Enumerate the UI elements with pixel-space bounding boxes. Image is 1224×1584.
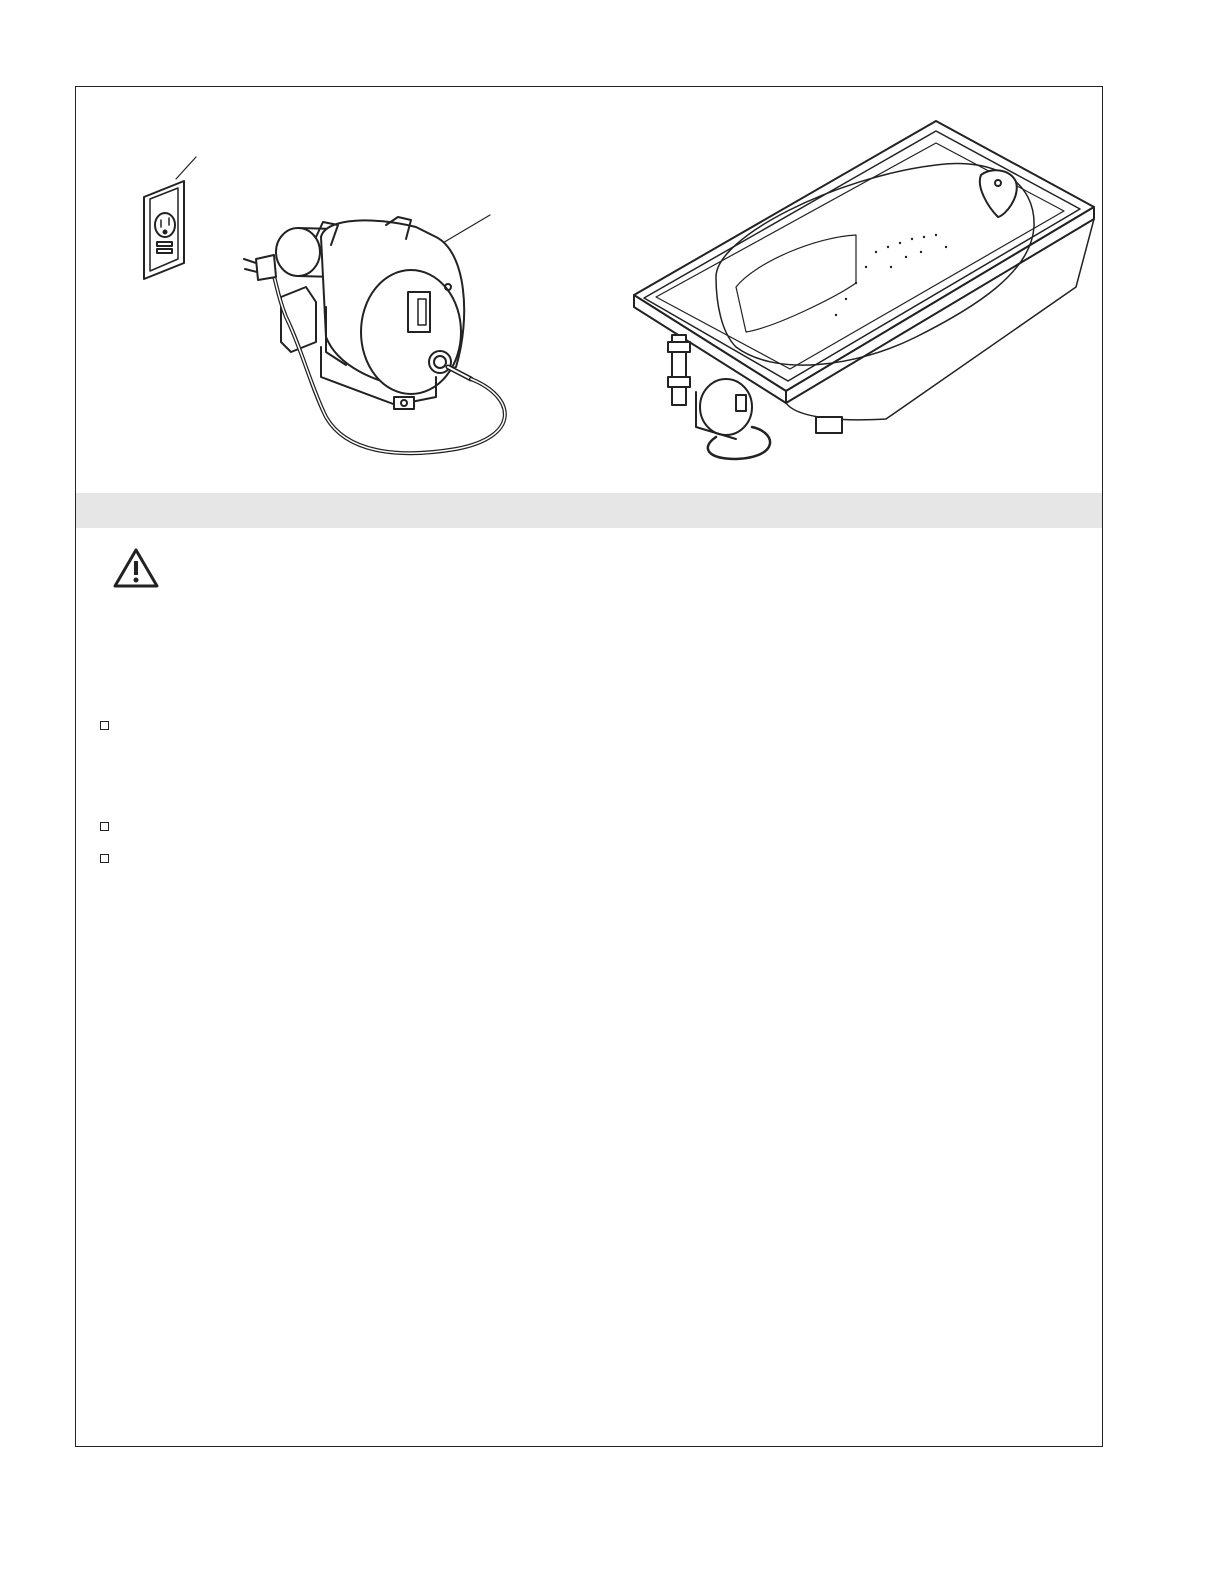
page-frame <box>75 86 1103 1447</box>
checklist-checkbox[interactable] <box>100 822 109 831</box>
bathtub-illustration <box>634 121 1094 459</box>
section-header-band <box>76 493 1102 528</box>
checklist-checkbox[interactable] <box>100 721 109 730</box>
illustrations <box>76 87 1102 492</box>
warning-triangle-icon <box>112 547 160 589</box>
blower-unit-illustration <box>244 215 505 453</box>
checklist-checkbox[interactable] <box>100 854 109 863</box>
wall-outlet-illustration <box>144 157 196 279</box>
illustration-area <box>76 87 1102 492</box>
